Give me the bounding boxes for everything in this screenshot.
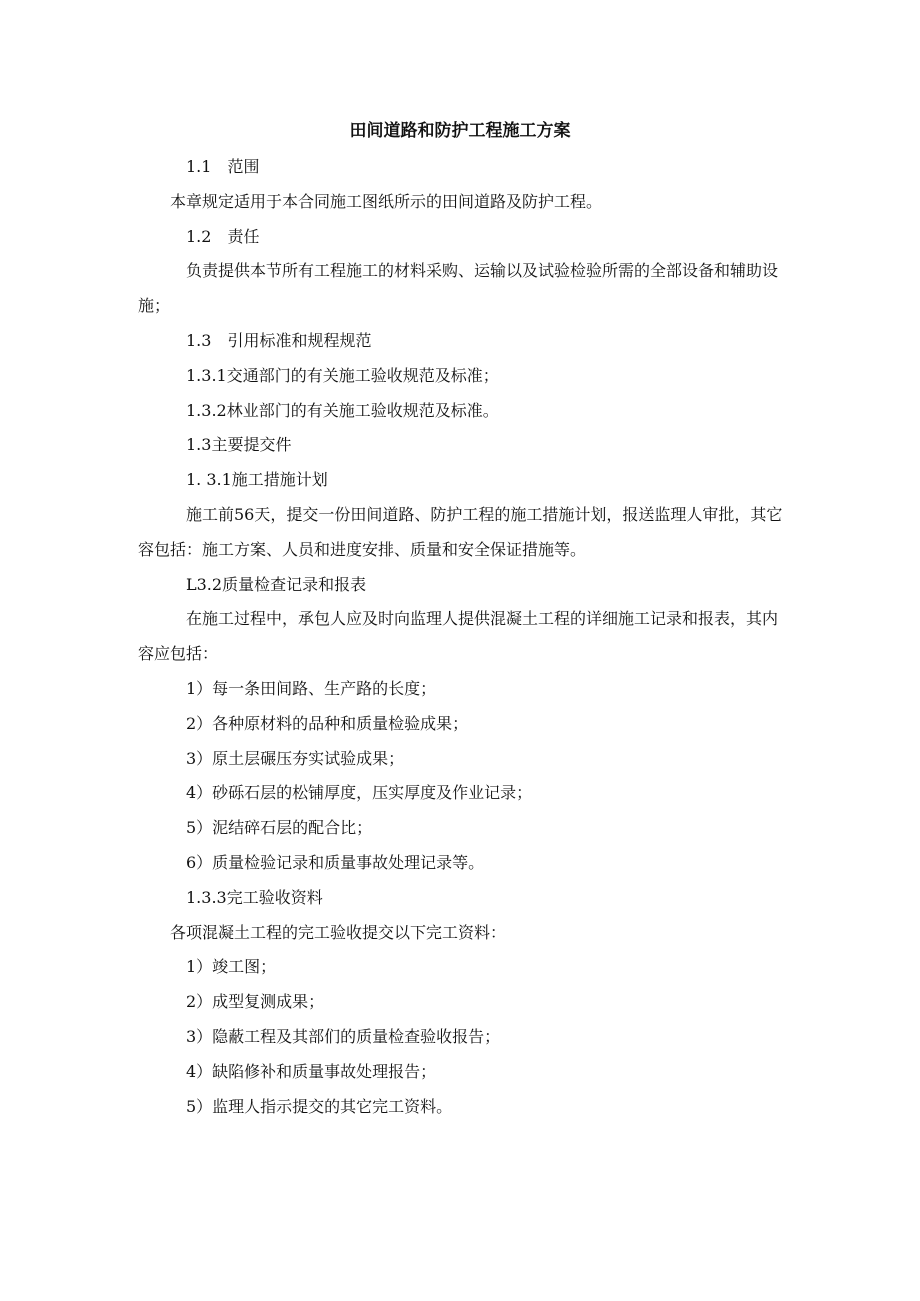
subsection-heading: 1. 3.1施工措施计划 [186, 470, 328, 490]
subsection-heading: 1.3.3完工验收资料 [186, 887, 323, 907]
list-item: 1.3.1交通部门的有关施工验收规范及标准； [186, 365, 499, 385]
list-item: 4）砂砾石层的松铺厚度，压实厚度及作业记录； [186, 783, 533, 803]
paragraph: 各项混凝土工程的完工验收提交以下完工资料： [170, 922, 507, 942]
section-heading: 1.1 范围 [186, 157, 260, 176]
list-item: 2）各种原材料的品种和质量检验成果； [186, 713, 469, 733]
paragraph: 负责提供本节所有工程施工的材料采购、运输以及试验检验所需的全部设备和辅助设施； [138, 261, 779, 316]
paragraph: 在施工过程中，承包人应及时向监理人提供混凝土工程的详细施工记录和报表，其内容应包括： [138, 609, 779, 664]
list-item: 4）缺陷修补和质量事故处理报告； [186, 1061, 437, 1081]
document-title: 田间道路和防护工程施工方案 [349, 121, 571, 141]
list-item: 1）竣工图； [186, 957, 277, 977]
paragraph: 施工前56天，提交一份田间道路、防护工程的施工措施计划，报送监理人审批，其它容包括：施工方案、人员和进度安排、质量和安全保证措施等。 [138, 504, 783, 559]
list-item: 6）质量检验记录和质量事故处理记录等。 [186, 852, 485, 872]
list-item: 3）隐蔽工程及其部们的质量检查验收报告； [186, 1026, 501, 1046]
document-body [138, 150, 788, 1124]
section-heading: 1.2 责任 [186, 226, 260, 246]
list-item: 3）原土层碾压夯实试验成果； [186, 748, 405, 768]
list-item: 5）泥结碎石层的配合比； [186, 818, 373, 838]
list-item: 2）成型复测成果； [186, 992, 325, 1012]
list-item: 5）监理人指示提交的其它完工资料。 [186, 1096, 453, 1116]
section-heading: 1.3 引用标准和规程规范 [186, 330, 372, 350]
subsection-heading: L3.2质量检查记录和报表 [186, 574, 367, 594]
section-heading: 1.3主要提交件 [186, 435, 292, 455]
list-item: 1）每一条田间路、生产路的长度； [186, 678, 437, 698]
list-item: 1.3.2林业部门的有关施工验收规范及标准。 [186, 400, 499, 420]
paragraph: 本章规定适用于本合同施工图纸所示的田间道路及防护工程。 [170, 191, 603, 211]
